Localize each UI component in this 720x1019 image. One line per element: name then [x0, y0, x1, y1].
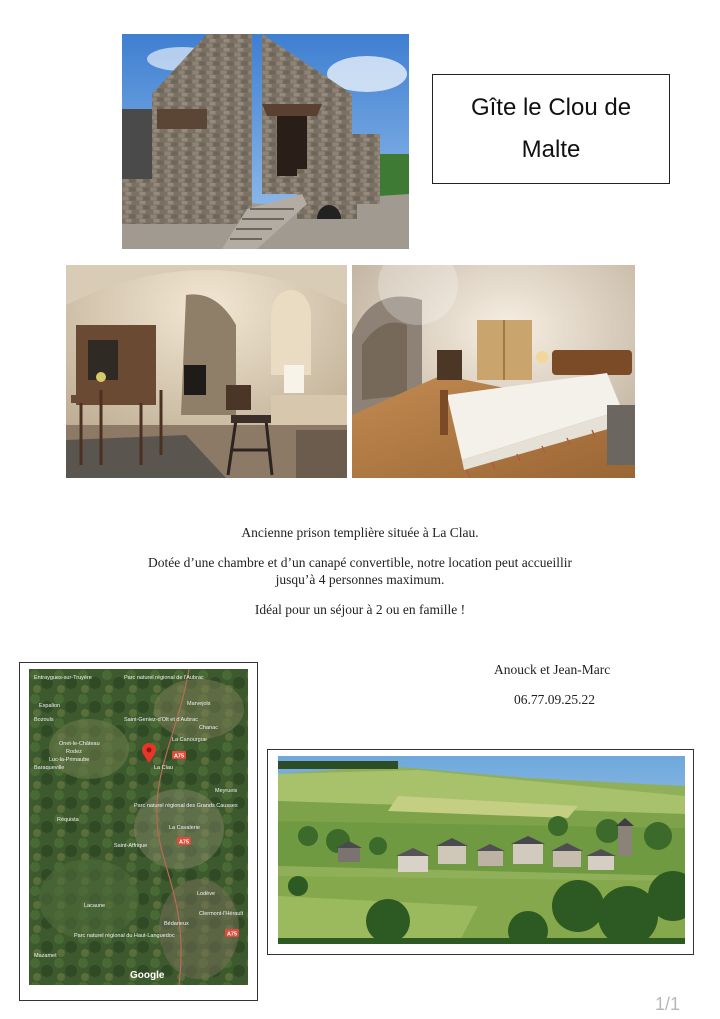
map-label-21: Parc naturel régional du Haut-Languedoc: [74, 933, 175, 939]
landscape-frame: [267, 749, 694, 955]
map-label-17: Saint-Affrique: [114, 843, 148, 849]
map-label-11: Baraqueville: [34, 765, 65, 771]
contact-names: Anouck et Jean-Marc: [494, 662, 611, 677]
map-label-6: Chanac: [199, 725, 218, 731]
map-label-23: Clermont-l'Hérault: [199, 911, 244, 917]
map-label-10: Luc-la-Primaube: [49, 757, 90, 763]
map-label-2: Espalion: [39, 703, 61, 709]
road-shield-a75-2: [177, 837, 191, 845]
map-label-9: Rodez: [66, 749, 82, 755]
svg-text:A75: A75: [226, 931, 238, 938]
bedroom-photo: [352, 265, 635, 478]
map-label-1: Parc naturel régional de l'Aubrac: [124, 675, 204, 681]
map-label-19: Lodève: [197, 891, 216, 897]
svg-text:A75: A75: [173, 753, 185, 760]
title-box: [432, 74, 670, 184]
description-line-1: Ancienne prison templière située à La Clau.: [241, 525, 479, 540]
map-label-15: Parc naturel régional des Grands Causses: [134, 803, 238, 809]
map-frame: [19, 662, 258, 1001]
map-label-20: Bédarieux: [164, 921, 189, 927]
contact-phone[interactable]: 06.77.09.25.22: [514, 692, 595, 707]
map-label-14: Réquista: [57, 817, 79, 823]
map-label-13: Meyrueis: [215, 788, 238, 794]
satellite-map[interactable]: [29, 669, 248, 985]
map-label-18: Lacaune: [84, 903, 106, 909]
description-line-3: Idéal pour un séjour à 2 ou en famille !: [254, 602, 466, 617]
map-label-7: La Canourgue: [172, 737, 207, 743]
house-exterior-photo: [122, 34, 409, 249]
living-room-photo: [66, 265, 347, 478]
description-line-2: Dotée d’une chambre et d’un canapé convertible, notre location peut accueillir jusqu’à 4 personnes maximum.: [148, 555, 572, 587]
village-landscape-photo: [278, 756, 685, 944]
map-label-16: La Cavalerie: [169, 825, 200, 831]
map-label-12: La Clau: [154, 765, 173, 771]
map-label-22: Mazamet: [34, 953, 57, 959]
page-title: Gîte le Clou de Malte: [470, 94, 632, 163]
svg-text:A75: A75: [178, 839, 190, 846]
map-label-4: Saint-Geniez-d'Olt et d'Aubrac: [124, 717, 198, 723]
map-label-8: Onet-le-Château: [59, 741, 100, 747]
road-shield-a75-1: [172, 751, 186, 759]
map-label-3: Bozouls: [34, 717, 54, 723]
road-shield-a75-3: [225, 929, 239, 937]
page-number: 1/1: [655, 994, 681, 1014]
map-label-5: Marvejols: [187, 701, 211, 707]
map-label-0: Entraygues-sur-Truyère: [34, 675, 92, 681]
google-logo: Google: [130, 970, 165, 981]
